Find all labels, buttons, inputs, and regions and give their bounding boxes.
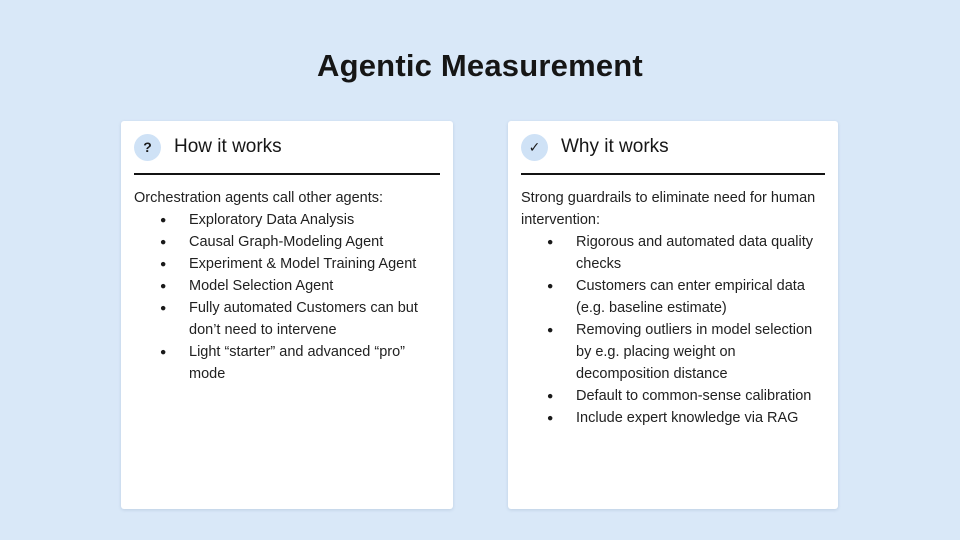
divider xyxy=(521,173,825,175)
list-item: ● Customers can enter empirical data (e.g. baseline estimate) xyxy=(521,275,825,319)
bullet-list xyxy=(134,209,440,385)
list-item: ● Removing outliers in model selection by e.g. placing weight on decomposition distance xyxy=(521,319,825,385)
card-body xyxy=(134,187,440,385)
list-item: ● Model Selection Agent xyxy=(134,275,440,297)
why-it-works-card xyxy=(508,121,838,509)
card-header xyxy=(134,133,440,161)
list-item: ● Exploratory Data Analysis xyxy=(134,209,440,231)
divider xyxy=(134,173,440,175)
card-title: How it works xyxy=(174,136,282,157)
how-it-works-card xyxy=(121,121,453,509)
question-mark-icon: ? xyxy=(134,134,161,161)
check-mark-icon: ✓ xyxy=(521,134,548,161)
card-title: Why it works xyxy=(561,136,669,157)
list-item: ● Experiment & Model Training Agent xyxy=(134,253,440,275)
list-item: ● Rigorous and automated data quality checks xyxy=(521,231,825,275)
card-body xyxy=(521,187,825,429)
page-title: Agentic Measurement xyxy=(317,48,643,83)
list-item: ● Causal Graph-Modeling Agent xyxy=(134,231,440,253)
card-intro: Orchestration agents call other agents: xyxy=(134,190,384,206)
list-item: ● Fully automated Customers can but don’t need to intervene xyxy=(134,297,440,341)
bullet-list xyxy=(521,231,825,429)
list-item: ● Include expert knowledge via RAG xyxy=(521,407,825,429)
card-intro: Strong guardrails to eliminate need for human intervention: xyxy=(521,190,816,228)
list-item: ● Light “starter” and advanced “pro” mode xyxy=(134,341,440,385)
card-header xyxy=(521,133,825,161)
list-item: ● Default to common-sense calibration xyxy=(521,385,825,407)
